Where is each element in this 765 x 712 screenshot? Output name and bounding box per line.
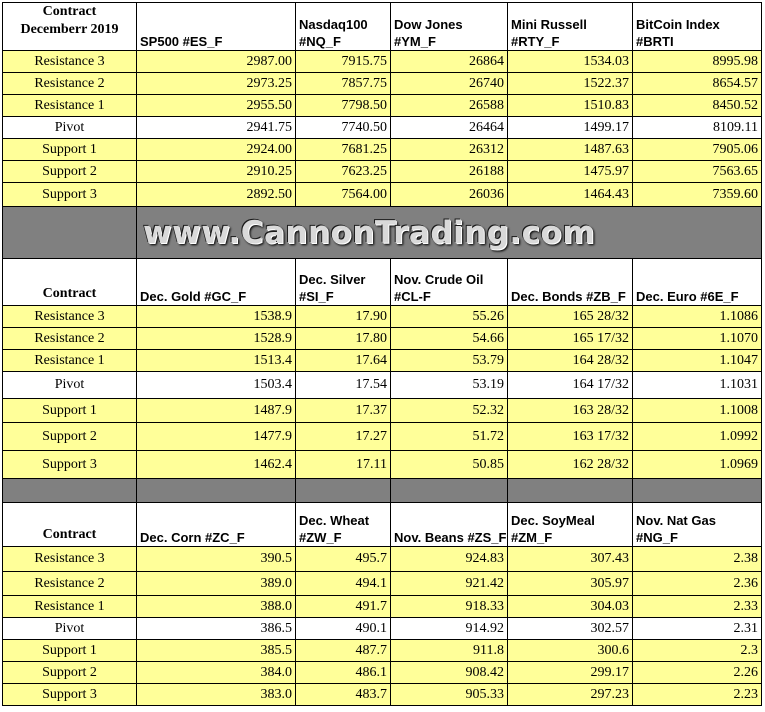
table-row [3, 328, 762, 350]
level-value: 483.7 [296, 684, 391, 706]
level-value: 1487.63 [508, 139, 633, 161]
level-label: Pivot [3, 117, 137, 139]
column-header-line: Dec. Gold #GC_F [140, 289, 247, 304]
level-value: 2.31 [633, 618, 762, 640]
column-header [137, 503, 296, 547]
table-row [3, 95, 762, 117]
column-header-line: #RTY_F [511, 34, 560, 49]
level-value: 54.66 [391, 328, 508, 350]
column-header-line: #ZM_F [511, 530, 553, 545]
table-row [3, 684, 762, 706]
level-value: 2955.50 [137, 95, 296, 117]
level-value: 163 28/32 [508, 399, 633, 423]
level-value: 17.37 [296, 399, 391, 423]
level-label: Resistance 2 [3, 328, 137, 350]
column-header-line: #NQ_F [299, 34, 341, 49]
level-value: 17.90 [296, 306, 391, 328]
level-label: Pivot [3, 372, 137, 399]
level-value: 17.27 [296, 423, 391, 451]
band-cell [633, 479, 762, 503]
column-header [137, 3, 296, 51]
table-row [3, 183, 762, 207]
level-value: 8995.98 [633, 51, 762, 73]
band-cell [3, 479, 137, 503]
column-header [391, 3, 508, 51]
level-value: 17.11 [296, 451, 391, 479]
level-value: 7740.50 [296, 117, 391, 139]
column-header-line: Mini Russell [511, 17, 587, 32]
level-value: 1487.9 [137, 399, 296, 423]
level-value: 50.85 [391, 451, 508, 479]
column-header-line: #CL-F [394, 289, 431, 304]
level-value: 1462.4 [137, 451, 296, 479]
level-label: Resistance 3 [3, 306, 137, 328]
section-header-row [3, 3, 762, 51]
level-value: 911.8 [391, 640, 508, 662]
level-value: 921.42 [391, 572, 508, 596]
table-row [3, 547, 762, 572]
level-value: 1.1047 [633, 350, 762, 372]
level-value: 164 17/32 [508, 372, 633, 399]
column-header [508, 3, 633, 51]
section-header-row [3, 259, 762, 306]
column-header-line: SP500 #ES_F [140, 34, 223, 49]
level-value: 165 17/32 [508, 328, 633, 350]
level-value: 7681.25 [296, 139, 391, 161]
level-value: 2.3 [633, 640, 762, 662]
band-cell [508, 479, 633, 503]
level-value: 299.17 [508, 662, 633, 684]
level-label: Support 1 [3, 640, 137, 662]
level-value: 2987.00 [137, 51, 296, 73]
level-value: 52.32 [391, 399, 508, 423]
level-value: 490.1 [296, 618, 391, 640]
level-value: 487.7 [296, 640, 391, 662]
level-value: 924.83 [391, 547, 508, 572]
table-row [3, 662, 762, 684]
level-label: Support 2 [3, 662, 137, 684]
table-row [3, 451, 762, 479]
column-header [137, 259, 296, 306]
level-value: 495.7 [296, 547, 391, 572]
level-value: 1.1008 [633, 399, 762, 423]
level-value: 1510.83 [508, 95, 633, 117]
level-value: 384.0 [137, 662, 296, 684]
table-row [3, 423, 762, 451]
table-row [3, 372, 762, 399]
level-value: 17.64 [296, 350, 391, 372]
level-value: 918.33 [391, 596, 508, 618]
column-header-line: BitCoin Index [636, 17, 720, 32]
level-value: 7564.00 [296, 183, 391, 207]
level-value: 2910.25 [137, 161, 296, 183]
table-row [3, 572, 762, 596]
level-value: 164 28/32 [508, 350, 633, 372]
column-header-line: Dec. Bonds #ZB_F [511, 289, 626, 304]
column-header [391, 259, 508, 306]
level-value: 2941.75 [137, 117, 296, 139]
level-value: 1522.37 [508, 73, 633, 95]
table-row [3, 139, 762, 161]
separator-band [3, 479, 762, 503]
level-label: Resistance 2 [3, 73, 137, 95]
level-value: 307.43 [508, 547, 633, 572]
level-value: 2.33 [633, 596, 762, 618]
table-row [3, 51, 762, 73]
column-header-line: Dec. SoyMeal [511, 513, 595, 528]
level-value: 2.26 [633, 662, 762, 684]
column-header [296, 3, 391, 51]
level-value: 304.03 [508, 596, 633, 618]
level-value: 55.26 [391, 306, 508, 328]
column-header-line: #NG_F [636, 530, 678, 545]
level-value: 26740 [391, 73, 508, 95]
table-row [3, 350, 762, 372]
column-header-line: Nov. Beans #ZS_F [394, 530, 507, 545]
column-header-line: Dec. Silver [299, 272, 366, 287]
level-value: 302.57 [508, 618, 633, 640]
level-value: 1.1086 [633, 306, 762, 328]
level-value: 26864 [391, 51, 508, 73]
level-value: 908.42 [391, 662, 508, 684]
level-value: 1.0969 [633, 451, 762, 479]
level-value: 486.1 [296, 662, 391, 684]
band-cell [391, 479, 508, 503]
table-row [3, 161, 762, 183]
level-value: 7915.75 [296, 51, 391, 73]
contract-label [3, 3, 137, 51]
level-value: 2.36 [633, 572, 762, 596]
level-value: 1528.9 [137, 328, 296, 350]
level-value: 1499.17 [508, 117, 633, 139]
level-value: 26588 [391, 95, 508, 117]
level-value: 7798.50 [296, 95, 391, 117]
level-label: Resistance 3 [3, 51, 137, 73]
contract-label [3, 503, 137, 547]
level-label: Support 2 [3, 161, 137, 183]
table-row [3, 117, 762, 139]
watermark-banner: www.CannonTrading.com [143, 214, 596, 251]
level-value: 1464.43 [508, 183, 633, 207]
level-value: 1.1031 [633, 372, 762, 399]
table-row [3, 618, 762, 640]
column-header [296, 259, 391, 306]
level-value: 383.0 [137, 684, 296, 706]
level-value: 390.5 [137, 547, 296, 572]
level-value: 1475.97 [508, 161, 633, 183]
banner-cell [137, 207, 762, 259]
level-value: 163 17/32 [508, 423, 633, 451]
contract-label-line: Decemberr 2019 [20, 22, 119, 37]
level-label: Resistance 1 [3, 95, 137, 117]
level-value: 8654.57 [633, 73, 762, 95]
level-value: 1503.4 [137, 372, 296, 399]
level-value: 26188 [391, 161, 508, 183]
level-value: 7563.65 [633, 161, 762, 183]
level-value: 2.23 [633, 684, 762, 706]
level-label: Support 3 [3, 183, 137, 207]
band-cell [137, 479, 296, 503]
level-label: Resistance 2 [3, 572, 137, 596]
column-header [633, 503, 762, 547]
column-header [296, 503, 391, 547]
column-header [508, 503, 633, 547]
section-header-row [3, 503, 762, 547]
band-cell [296, 479, 391, 503]
level-value: 385.5 [137, 640, 296, 662]
level-value: 17.54 [296, 372, 391, 399]
level-label: Resistance 1 [3, 350, 137, 372]
column-header-line: #BRTI [636, 34, 674, 49]
table-row [3, 399, 762, 423]
level-value: 53.19 [391, 372, 508, 399]
column-header-line: Dec. Wheat [299, 513, 370, 528]
table-row [3, 596, 762, 618]
table-row [3, 640, 762, 662]
level-value: 1477.9 [137, 423, 296, 451]
level-value: 1534.03 [508, 51, 633, 73]
level-label: Support 2 [3, 423, 137, 451]
level-value: 7905.06 [633, 139, 762, 161]
level-value: 26464 [391, 117, 508, 139]
level-value: 297.23 [508, 684, 633, 706]
column-header [633, 259, 762, 306]
level-value: 1.0992 [633, 423, 762, 451]
level-value: 905.33 [391, 684, 508, 706]
level-value: 162 28/32 [508, 451, 633, 479]
column-header-line: #SI_F [299, 289, 334, 304]
level-label: Support 1 [3, 139, 137, 161]
table-row [3, 306, 762, 328]
level-value: 2924.00 [137, 139, 296, 161]
level-value: 1513.4 [137, 350, 296, 372]
level-value: 389.0 [137, 572, 296, 596]
level-value: 17.80 [296, 328, 391, 350]
column-header-line: Nov. Crude Oil [394, 272, 484, 287]
level-label: Support 1 [3, 399, 137, 423]
level-value: 8450.52 [633, 95, 762, 117]
level-value: 1.1070 [633, 328, 762, 350]
separator-band [3, 207, 762, 259]
level-value: 2973.25 [137, 73, 296, 95]
column-header-line: Dow Jones [394, 17, 463, 32]
column-header-line: #ZW_F [299, 530, 342, 545]
contract-label-line: Contract [42, 527, 97, 542]
level-value: 2.38 [633, 547, 762, 572]
level-value: 8109.11 [633, 117, 762, 139]
level-value: 491.7 [296, 596, 391, 618]
level-label: Resistance 1 [3, 596, 137, 618]
level-value: 914.92 [391, 618, 508, 640]
level-label: Resistance 3 [3, 547, 137, 572]
level-value: 7623.25 [296, 161, 391, 183]
column-header-line: Dec. Corn #ZC_F [140, 530, 245, 545]
column-header-line: Nasdaq100 [299, 17, 368, 32]
level-value: 7857.75 [296, 73, 391, 95]
level-value: 386.5 [137, 618, 296, 640]
column-header-line: #YM_F [394, 34, 436, 49]
column-header [391, 503, 508, 547]
level-label: Support 3 [3, 684, 137, 706]
level-value: 7359.60 [633, 183, 762, 207]
contract-label [3, 259, 137, 306]
table-row [3, 73, 762, 95]
level-value: 388.0 [137, 596, 296, 618]
level-value: 300.6 [508, 640, 633, 662]
column-header [508, 259, 633, 306]
level-label: Support 3 [3, 451, 137, 479]
contract-label-line: Contract [42, 286, 97, 301]
contract-label-line: Contract [42, 4, 97, 19]
level-value: 165 28/32 [508, 306, 633, 328]
level-value: 26036 [391, 183, 508, 207]
level-value: 53.79 [391, 350, 508, 372]
pivot-levels-table [2, 2, 762, 706]
column-header [633, 3, 762, 51]
band-cell [3, 207, 137, 259]
level-value: 2892.50 [137, 183, 296, 207]
column-header-line: Nov. Nat Gas [636, 513, 716, 528]
level-label: Pivot [3, 618, 137, 640]
column-header-line: Dec. Euro #6E_F [636, 289, 739, 304]
level-value: 26312 [391, 139, 508, 161]
level-value: 1538.9 [137, 306, 296, 328]
level-value: 494.1 [296, 572, 391, 596]
level-value: 305.97 [508, 572, 633, 596]
level-value: 51.72 [391, 423, 508, 451]
